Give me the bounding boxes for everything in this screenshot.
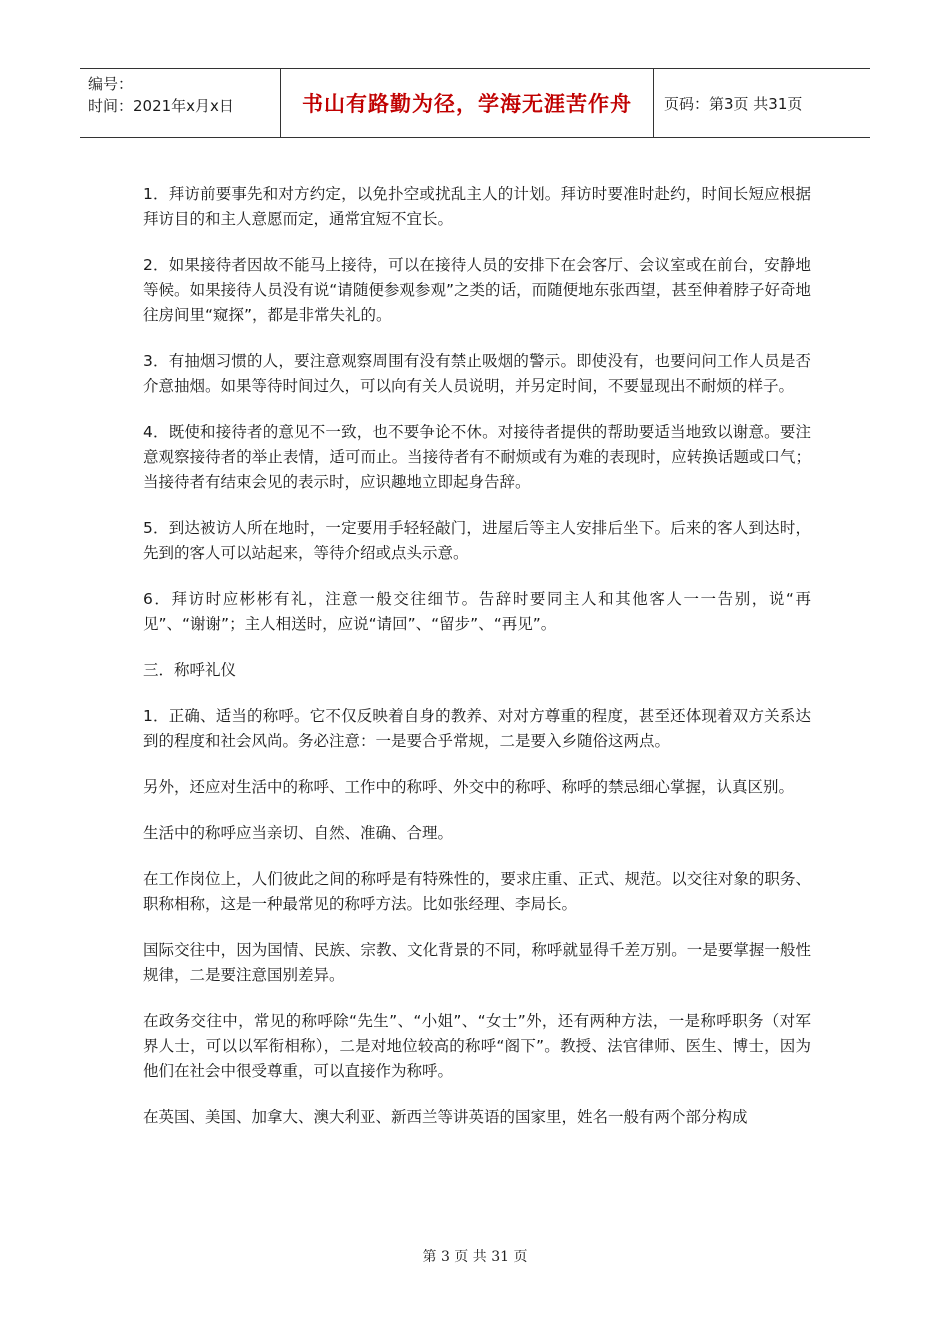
paragraph-4: 4．既使和接待者的意见不一致，也不要争论不休。对接待者提供的帮助要适当地致以谢意。要注意观察接待者的举止表情，适可而止。当接待者有不耐烦或有为难的表现时，应转换话题或口气；当接待者有结束会见的表示时，应识趣地立即起身告辞。 bbox=[143, 423, 811, 491]
header-motto: 书山有路勤为径，学海无涯苦作舟 bbox=[280, 69, 654, 137]
page-header bbox=[80, 68, 870, 138]
number-label: 编号： bbox=[88, 75, 134, 93]
paragraph-9: 生活中的称呼应当亲切、自然、准确、合理。 bbox=[143, 824, 454, 842]
section-heading: 三．称呼礼仪 bbox=[143, 661, 237, 679]
paragraph-8: 另外，还应对生活中的称呼、工作中的称呼、外交中的称呼、称呼的禁忌细心掌握，认真区别。 bbox=[143, 778, 795, 796]
paragraph-6: 6．拜访时应彬彬有礼，注意一般交往细节。告辞时要同主人和其他客人一一告别，说“再见”、“谢谢”；主人相送时，应说“请回”、“留步”、“再见”。 bbox=[143, 590, 811, 633]
document-body bbox=[143, 182, 811, 1151]
header-meta bbox=[80, 69, 280, 137]
header-page-info: 页码：第3页 共31页 bbox=[664, 94, 803, 113]
paragraph-11: 国际交往中，因为国情、民族、宗教、文化背景的不同，称呼就显得千差万别。一是要掌握一般性规律，二是要注意国别差异。 bbox=[143, 941, 811, 984]
paragraph-12: 在政务交往中，常见的称呼除“先生”、“小姐”、“女士”外，还有两种方法，一是称呼职务（对军界人士，可以以军衔相称），二是对地位较高的称呼“阁下”。教授、法官律师、医生、博士，因为他们在社会中很受尊重，可以直接作为称呼。 bbox=[143, 1012, 811, 1080]
page-footer: 第 3 页 共 31 页 bbox=[422, 1249, 528, 1265]
paragraph-1: 1．拜访前要事先和对方约定，以免扑空或扰乱主人的计划。拜访时要准时赴约，时间长短应根据拜访目的和主人意愿而定，通常宜短不宜长。 bbox=[143, 185, 811, 228]
paragraph-2: 2．如果接待者因故不能马上接待，可以在接待人员的安排下在会客厅、会议室或在前台，安静地等候。如果接待人员没有说“请随便参观参观”之类的话，而随便地东张西望，甚至伸着脖子好奇地往房间里“窥探”，都是非常失礼的。 bbox=[143, 256, 811, 324]
paragraph-5: 5．到达被访人所在地时，一定要用手轻轻敲门，进屋后等主人安排后坐下。后来的客人到达时，先到的客人可以站起来，等待介绍或点头示意。 bbox=[143, 519, 811, 562]
paragraph-3: 3．有抽烟习惯的人，要注意观察周围有没有禁止吸烟的警示。即使没有，也要问问工作人员是否介意抽烟。如果等待时间过久，可以向有关人员说明，并另定时间，不要显现出不耐烦的样子。 bbox=[143, 352, 811, 395]
paragraph-10: 在工作岗位上，人们彼此之间的称呼是有特殊性的，要求庄重、正式、规范。以交往对象的职务、职称相称，这是一种最常见的称呼方法。比如张经理、李局长。 bbox=[143, 870, 811, 913]
paragraph-13: 在英国、美国、加拿大、澳大利亚、新西兰等讲英语的国家里，姓名一般有两个部分构成 bbox=[143, 1108, 748, 1126]
date-label: 时间：2021年x月x日 bbox=[88, 97, 234, 115]
paragraph-7: 1．正确、适当的称呼。它不仅反映着自身的教养、对对方尊重的程度，甚至还体现着双方关系达到的程度和社会风尚。务必注意：一是要合乎常规，二是要入乡随俗这两点。 bbox=[143, 707, 811, 750]
